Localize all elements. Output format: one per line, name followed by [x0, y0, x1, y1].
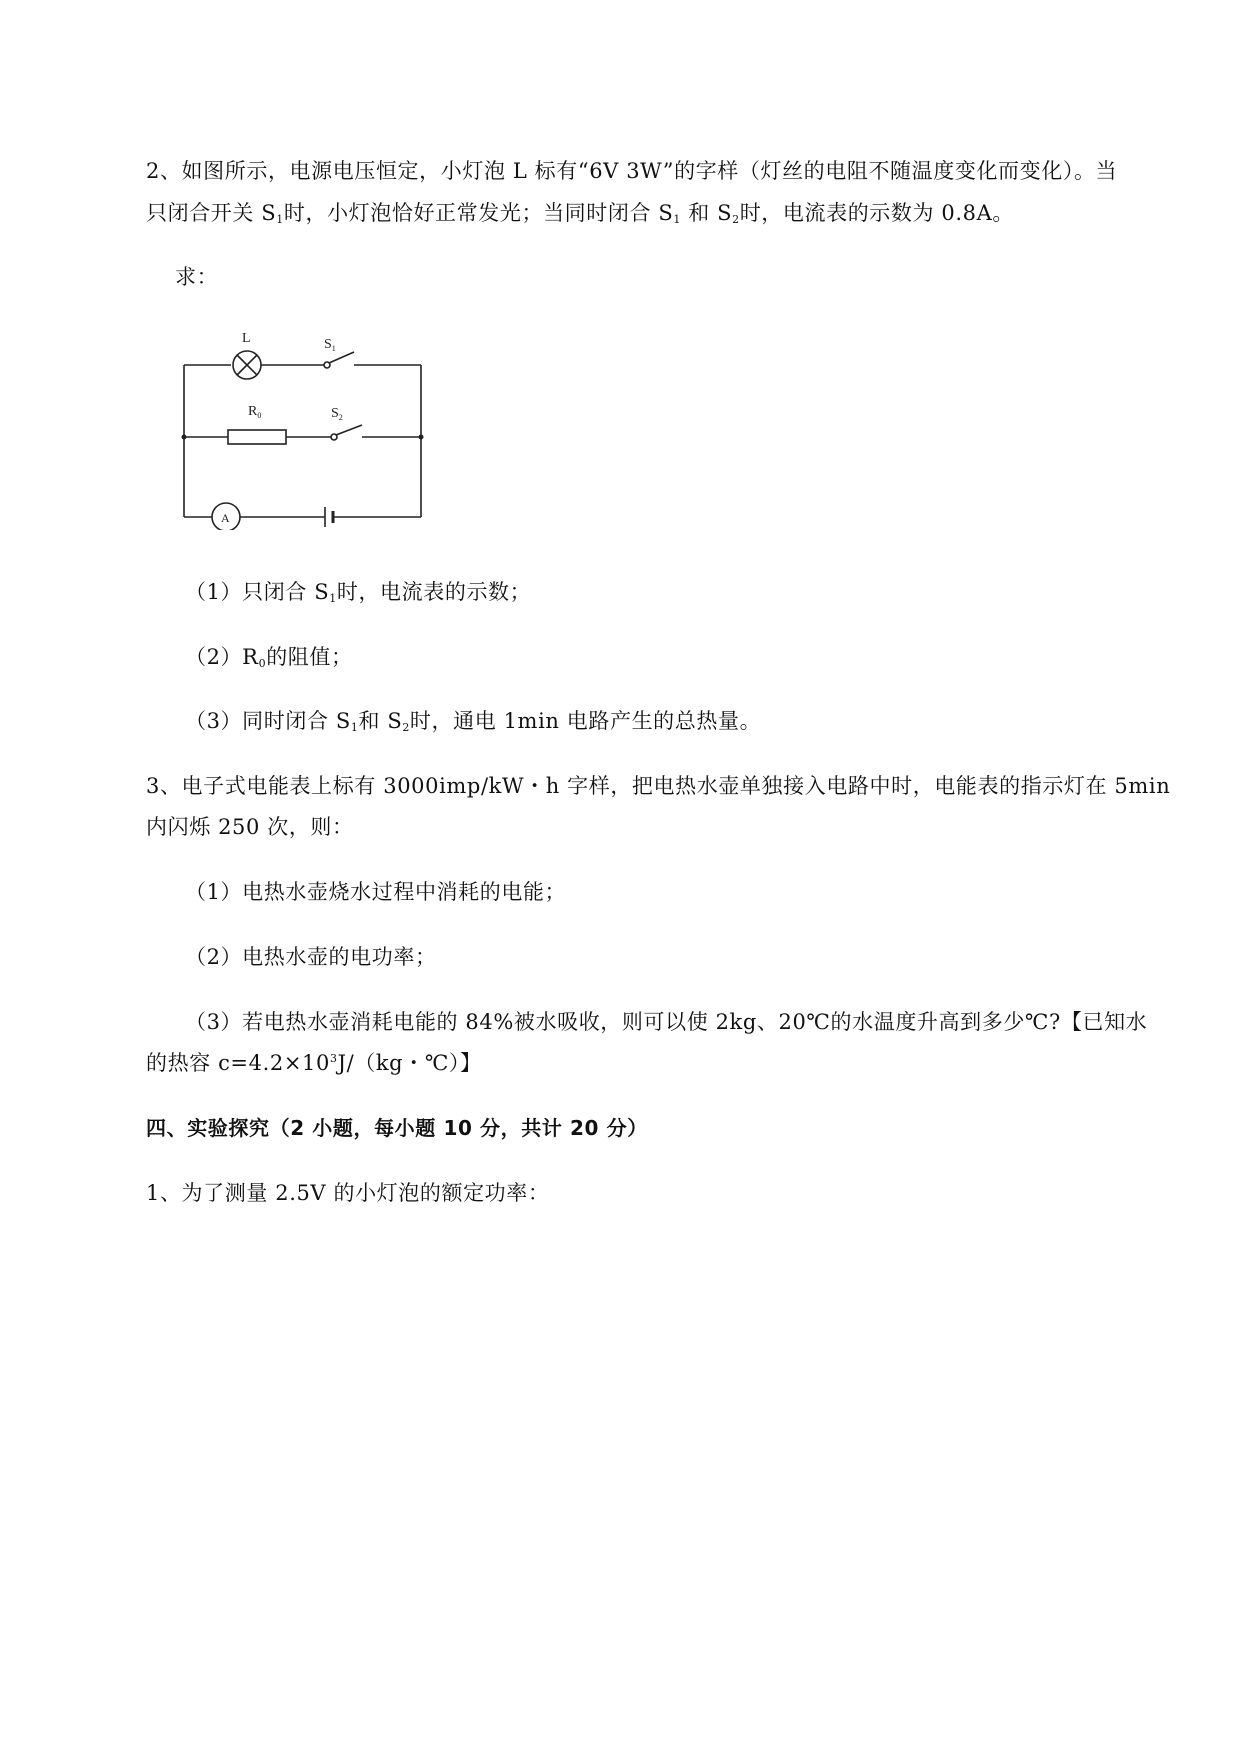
r0-label: $R_0$	[248, 404, 262, 420]
junction-right-icon	[419, 435, 424, 440]
q2-line-2-b: 时，小灯泡恰好正常发光；当同时闭合 S	[283, 201, 674, 225]
q2-ask: 求：	[175, 265, 219, 289]
switch-s2-icon	[331, 425, 362, 440]
q2-sub-1-s: 1	[329, 592, 337, 605]
switch-s1-icon	[324, 352, 354, 368]
q2-sub-3	[185, 705, 761, 737]
q2-sub-3-b: 和 S	[358, 709, 403, 733]
q2-sub-3-c: 时，通电 1min 电路产生的总热量。	[409, 709, 762, 733]
lamp-label: L	[242, 331, 251, 346]
q2-line-2-sub-3: 2	[732, 213, 740, 226]
junction-left-icon	[182, 435, 187, 440]
section-4-q1: 1、为了测量 2.5V 的小灯泡的额定功率：	[146, 1181, 550, 1205]
q2-sub-2	[185, 641, 353, 673]
q2-sub-3-a: （3）同时闭合 S	[185, 709, 351, 733]
q3-sub-3-c: J/（kg・℃）】	[337, 1051, 482, 1075]
q3-sub-3-line-1: （3）若电热水壶消耗电能的 84%被水吸收，则可以使 2kg、20℃的水温度升高到多少℃?【已知水	[185, 1010, 1148, 1034]
q2-sub-2-s: 0	[258, 657, 267, 670]
battery-icon	[325, 507, 333, 527]
q3-sub-3-b: 的热容 c=4.2×10	[146, 1051, 330, 1075]
section-4-heading: 四、实验探究（2 小题，每小题 10 分，共计 20 分）	[146, 1116, 648, 1140]
q2-sub-1	[185, 576, 531, 608]
q2-line-2-sub-2: 1	[673, 213, 681, 226]
q2-sub-1-a: （1）只闭合 S	[185, 580, 330, 604]
q2-line-1: 2、如图所示，电源电压恒定，小灯泡 L 标有“6V 3W”的字样（灯丝的电阻不随温度变化而变化）。当	[146, 159, 1118, 183]
q2-sub-3-s1: 1	[350, 721, 359, 734]
q2-line-2	[146, 197, 1014, 229]
lamp-icon	[233, 351, 261, 379]
q2-line-2-a: 只闭合开关 S	[146, 201, 277, 225]
q2-line-2-d: 时，电流表的示数为 0.8A。	[739, 201, 1014, 225]
q3-line-1: 3、电子式电能表上标有 3000imp/kW・h 字样，把电热水壶单独接入电路中时，电能表的指示灯在 5min	[146, 774, 1171, 798]
q3-sub-2: （2）电热水壶的电功率；	[185, 945, 437, 969]
q2-sub-3-s2: 2	[402, 721, 410, 734]
s1-label: $S_1$	[324, 337, 336, 353]
q3-sub-3-line-2	[146, 1047, 482, 1079]
q2-sub-2-b: 的阻值；	[266, 645, 353, 669]
q2-sub-2-a: （2）R	[185, 645, 259, 669]
q2-sub-1-b: 时，电流表的示数；	[336, 580, 532, 604]
s2-label: $S_2$	[331, 406, 343, 422]
circuit-diagram	[176, 330, 436, 530]
q2-line-2-sub-1: 1	[276, 213, 284, 226]
q3-sub-1: （1）电热水壶烧水过程中消耗的电能；	[185, 880, 567, 904]
resistor-r0-icon	[228, 430, 286, 444]
q3-line-2: 内闪烁 250 次，则：	[146, 815, 354, 839]
ammeter-label: A	[221, 511, 230, 525]
q2-line-2-c: 和 S	[680, 201, 733, 225]
q3-sub-3-sup: 3	[329, 1052, 338, 1065]
